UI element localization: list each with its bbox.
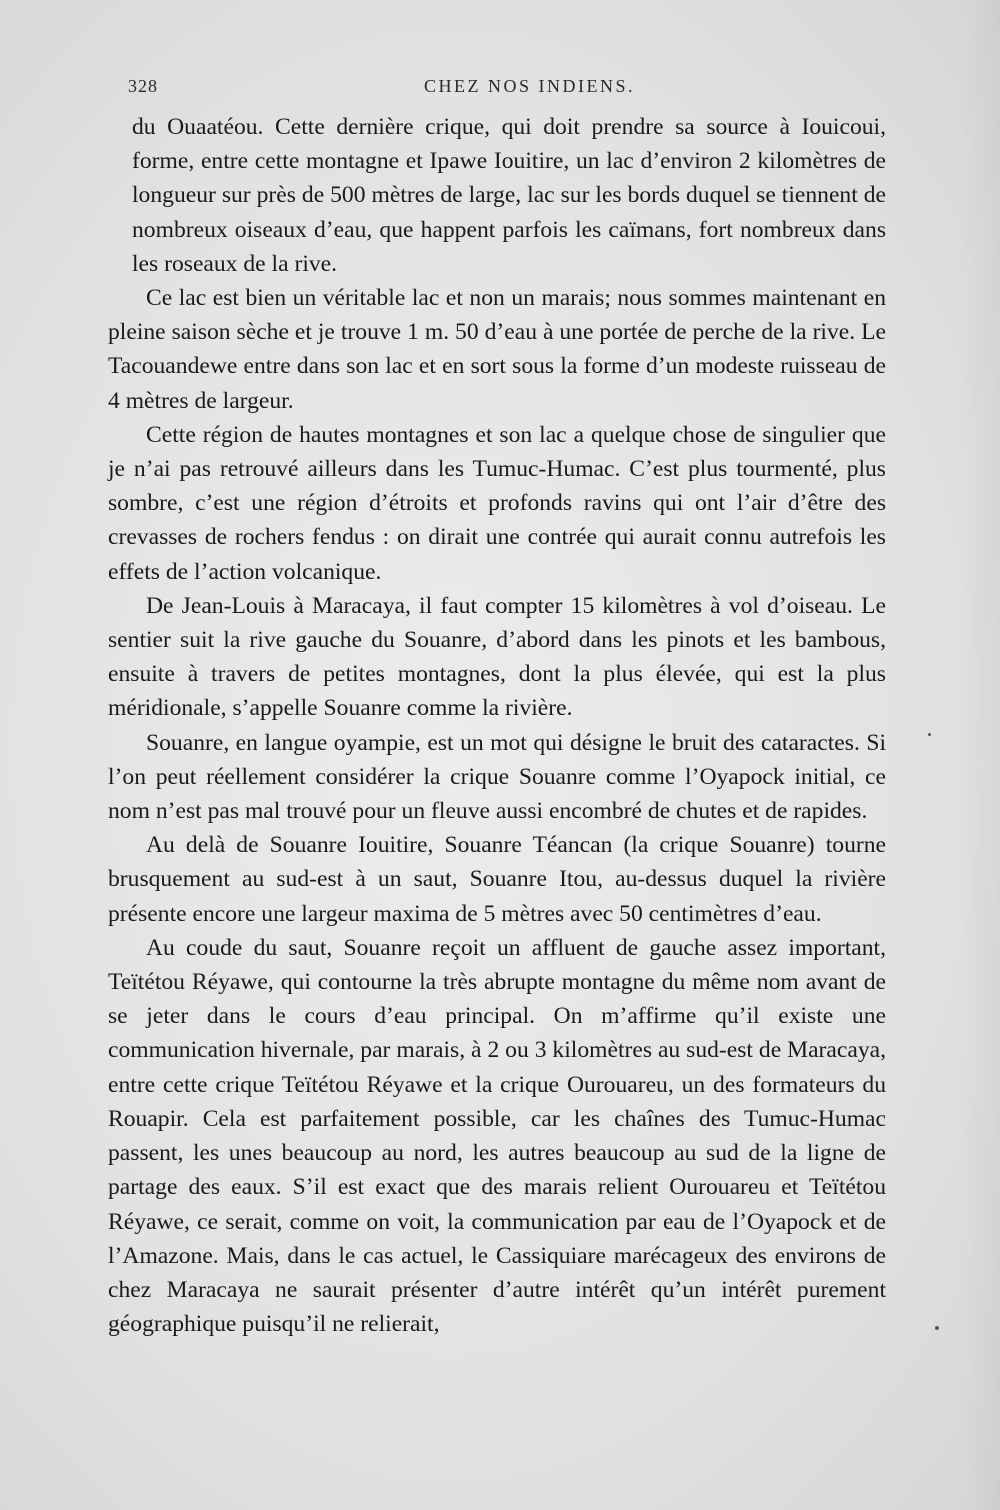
paragraph-1: du Ouaatéou. Cette dernière crique, qui doit prendre sa source à Iouicoui, forme, entre cette montagne et Ipawe Iouitire, un lac d’environ 2 kilomètres de longueur sur près de 500 mètres de large, lac sur les bords duquel se tiennent de nombreux oiseaux d’eau, que happent parfois les caïmans, fort nombreux dans les roseaux de la rive. [132, 114, 886, 277]
running-head [128, 76, 888, 100]
page-number: 328 [128, 76, 158, 96]
paragraph-6: Au delà de Souanre Iouitire, Souanre Téancan (la crique Souanre) tourne brusquement au sud-est à un saut, Souanre Itou, au-dessus duquel la rivière présente encore une largeur maxima de 5 mètres avec 50 centimètres d’eau. [108, 832, 886, 927]
ink-speck [928, 733, 931, 736]
running-title: CHEZ NOS INDIENS. [424, 76, 635, 96]
paragraph-2: Ce lac est bien un véritable lac et non un marais; nous sommes maintenant en pleine saison sèche et je trouve 1 m. 50 d’eau à une portée de perche de la rive. Le Tacouandewe entre dans son lac et en sort sous la forme d’un modeste ruisseau de 4 mètres de largeur. [108, 285, 886, 414]
paragraph-7: Au coude du saut, Souanre reçoit un affluent de gauche assez important, Teïtétou Réyawe, qui contourne la très abrupte montagne du même nom avant de se jeter dans le cours d’eau principal. On m’affirme qu’il existe une communication hivernale, par marais, à 2 ou 3 kilomètres au sud-est de Maracaya, entre cette crique Teïtétou Réyawe et la crique Ourouareu, un des formateurs du Rouapir. Cela est parfaitement possible, car les chaînes des Tumuc-Humac passent, les unes beaucoup au nord, les autres beaucoup au sud de la ligne de partage des eaux. S’il est exact que des marais relient Ourouareu et Teïtétou Réyawe, ce serait, comme on voit, la communication par eau de l’Oyapock et de l’Amazone. Mais, dans le cas actuel, le Cassiquiare marécageux des environs de chez Maracaya ne saurait présenter d’autre intérêt qu’un intérêt purement géographique puisqu’il ne relierait, [108, 934, 886, 1338]
page-edge-shadow [960, 0, 1000, 1510]
paragraph-4: De Jean-Louis à Maracaya, il faut compter 15 kilomètres à vol d’oiseau. Le sentier suit la rive gauche du Souanre, d’abord dans les pinots et les bambous, ensuite à travers de petites montagnes, dont la plus élevée, qui est la plus méridionale, s’appelle Souanre comme la rivière. [108, 592, 886, 722]
paragraph-5: Souanre, en langue oyampie, est un mot qui désigne le bruit des cataractes. Si l’on peut réellement considérer la crique Souanre comme l’Oyapock initial, ce nom n’est pas mal trouvé pour un fleuve aussi encombré de chutes et de rapides. [108, 729, 886, 825]
ink-speck [935, 1326, 939, 1330]
paragraph-3: Cette région de hautes montagnes et son lac a quelque chose de singulier que je n’ai pas retrouvé ailleurs dans les Tumuc-Humac. C’est plus tourmenté, plus sombre, c’est une région d’étroits et profonds ravins qui ont l’air d’être des crevasses de rochers fendus : on dirait une contrée qui aurait connu autrefois les effets de l’action volcanique. [108, 421, 886, 585]
body-text [108, 110, 886, 1341]
